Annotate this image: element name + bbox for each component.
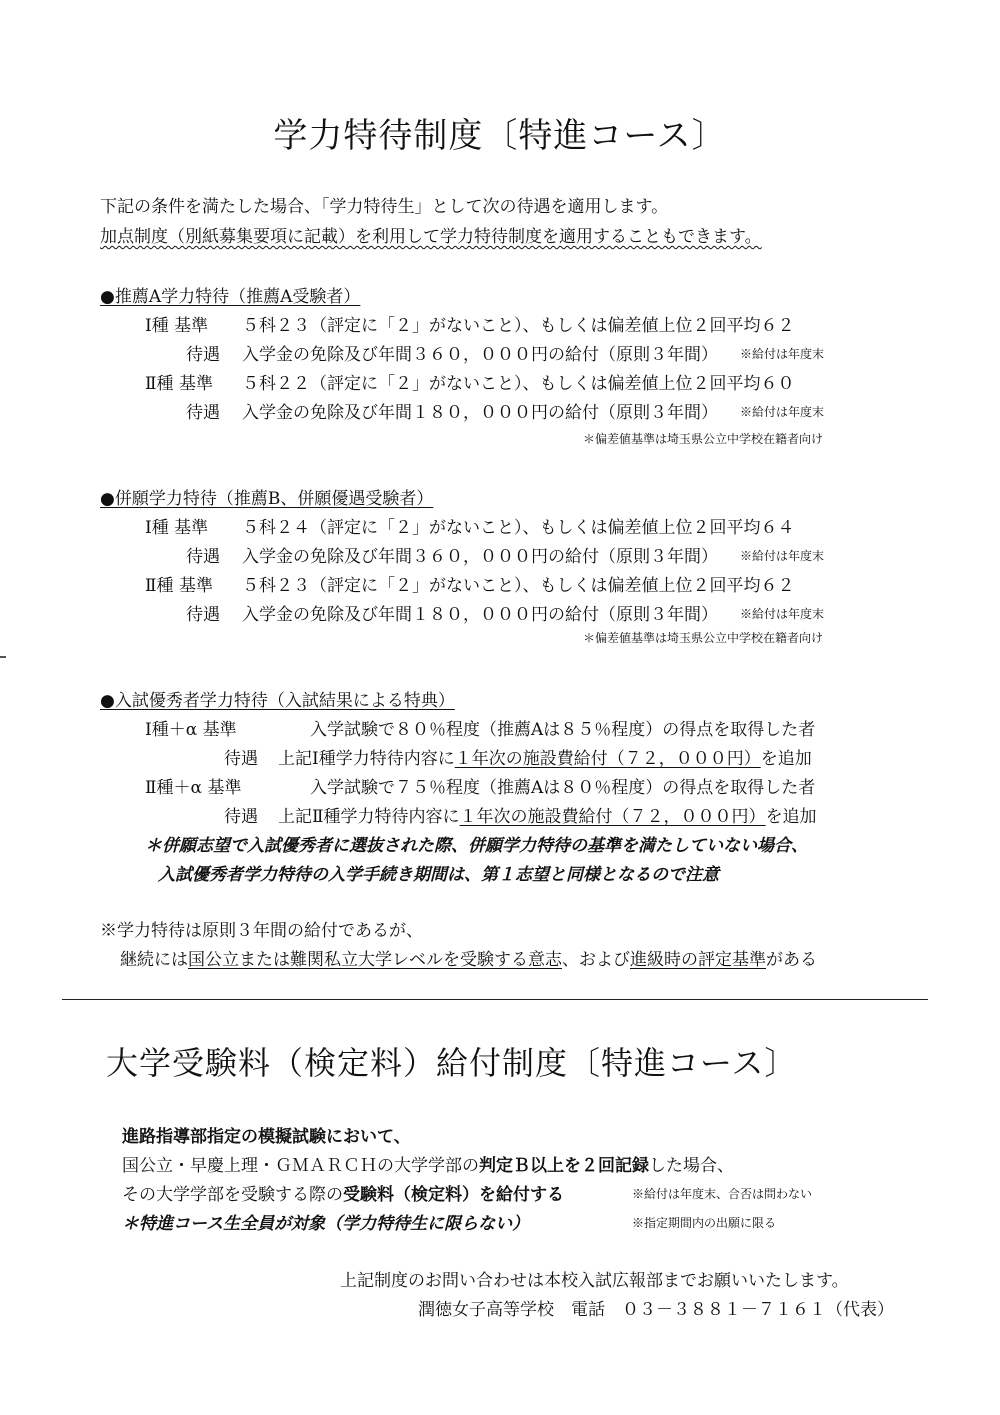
section-a-footnote: ＊偏差値基準は埼玉県公立中学校在籍者向け: [583, 432, 824, 446]
section-c-row2-text-pre: 上記Ⅰ種学力特待内容に: [278, 749, 455, 769]
section-c-row4-text-underlined: １年次の施設費給付（７２，０００円）: [459, 807, 766, 827]
section-b-row4-label: 待遇: [186, 605, 220, 625]
exam-line-2: [122, 1151, 734, 1176]
exam-note-2: ※指定期間内の出願に限る: [632, 1216, 777, 1230]
section-c-row2-label: 待遇: [224, 749, 258, 769]
section-c-row2-text-post: を追加: [760, 749, 812, 769]
remark-line-2-underlined-2: 進級時の評定基準: [630, 950, 766, 970]
section-a-row4-label: 待遇: [186, 403, 220, 423]
section-b-row2-label: 待遇: [186, 547, 220, 567]
exam-line-1: 進路指導部指定の模擬試験において、: [122, 1127, 411, 1147]
section-divider: [62, 999, 928, 1000]
section-b-row3-label: Ⅱ種 基準: [145, 576, 213, 596]
section-b-row1-label: Ⅰ種 基準: [145, 518, 209, 538]
section-b-row2-text: 入学金の免除及び年間３６０，０００円の給付（原則３年間）: [242, 547, 718, 567]
section-c-row4-text-pre: 上記Ⅱ種学力特待内容に: [278, 807, 460, 827]
exam-note-1: ※給付は年度末、合否は問わない: [632, 1187, 813, 1201]
section-a-row4-note: ※給付は年度末: [740, 405, 825, 419]
remark-line-2-a: 継続には: [120, 950, 188, 970]
section-a-row1-text: ５科２３（評定に「２」がないこと）、もしくは偏差値上位２回平均６２: [242, 316, 795, 336]
remark-line-2: [120, 945, 817, 970]
section-a-row2-text: 入学金の免除及び年間３６０，０００円の給付（原則３年間）: [242, 345, 718, 365]
exam-line-2-c: した場合、: [649, 1156, 734, 1176]
section-c-row2-text-underlined: １年次の施設費給付（７２，０００円）: [454, 749, 761, 769]
scan-mark: [0, 656, 6, 658]
section-c-warning-2: 入試優秀者学力特待の入学手続き期間は、第１志望と同様となるので注意: [158, 865, 719, 885]
section-c-warning-1: ＊併願志望で入試優秀者に選抜された際、併願学力特待の基準を満たしていない場合、: [145, 836, 808, 856]
exam-line-3-a: その大学学部を受験する際の: [122, 1185, 343, 1205]
section-b-row4-note: ※給付は年度末: [740, 607, 825, 621]
section-a-row2-label: 待遇: [186, 345, 220, 365]
intro-line-2: 加点制度（別紙募集要項に記載）を利用して学力特待制度を適用することもできます。: [100, 227, 762, 247]
section-c-row1-label: Ⅰ種＋α 基準: [145, 720, 237, 740]
section-b-heading: ●併願学力特待（推薦B、併願優遇受験者）: [100, 489, 434, 509]
section-b-row1-text: ５科２４（評定に「２」がないこと）、もしくは偏差値上位２回平均６４: [242, 518, 795, 538]
page-title: 学力特待制度〔特進コース〕: [273, 116, 727, 156]
exam-line-3: [122, 1180, 564, 1205]
section-b-footnote: ＊偏差値基準は埼玉県公立中学校在籍者向け: [583, 631, 824, 645]
section-c-heading: ●入試優秀者学力特待（入試結果による特典）: [100, 691, 455, 711]
section-b-row2-note: ※給付は年度末: [740, 549, 825, 563]
section-c-row4-label: 待遇: [224, 807, 258, 827]
intro-line-1: 下記の条件を満たした場合、「学力特待生」として次の待遇を適用します。: [100, 197, 669, 217]
exam-line-3-bold: 受験料（検定料）を給付する: [343, 1185, 564, 1205]
exam-line-2-bold: 判定Ｂ以上を２回記録: [479, 1156, 649, 1176]
exam-line-2-a: 国公立・早慶上理・ＧＭＡＲＣＨの大学学部の: [122, 1156, 479, 1176]
section-c-row4-text-post: を追加: [765, 807, 817, 827]
section-a-row2-note: ※給付は年度末: [740, 347, 825, 361]
section-b-row3-text: ５科２３（評定に「２」がないこと）、もしくは偏差値上位２回平均６２: [242, 576, 795, 596]
exam-line-4: ＊特進コース生全員が対象（学力特待生に限らない）: [122, 1214, 530, 1234]
section-b-row4-text: 入学金の免除及び年間１８０，０００円の給付（原則３年間）: [242, 605, 718, 625]
section-a-row3-text: ５科２２（評定に「２」がないこと）、もしくは偏差値上位２回平均６０: [242, 374, 795, 394]
section-c-row3-label: Ⅱ種＋α 基準: [145, 778, 242, 798]
section-a-row3-label: Ⅱ種 基準: [145, 374, 213, 394]
remark-line-2-b: 、および: [562, 950, 630, 970]
remark-line-2-underlined-1: 国公立または難関私立大学レベルを受験する意志: [188, 950, 562, 970]
section-a-row1-label: Ⅰ種 基準: [145, 316, 209, 336]
section-a-row4-text: 入学金の免除及び年間１８０，０００円の給付（原則３年間）: [242, 403, 718, 423]
contact-line-2: 潤徳女子高等学校 電話 ０３－３８８１－７１６１（代表）: [418, 1300, 894, 1320]
section-c-row2-text: [278, 744, 812, 769]
section-c-row3-text: 入学試験で７５％程度（推薦Aは８０％程度）の得点を取得した者: [310, 778, 816, 798]
section-a-heading: ●推薦A学力特待（推薦A受験者）: [100, 287, 361, 307]
contact-line-1: 上記制度のお問い合わせは本校入試広報部までお願いいたします。: [340, 1271, 849, 1291]
remark-line-1: ※学力特待は原則３年間の給付であるが、: [100, 921, 423, 941]
remark-line-2-c: がある: [766, 950, 817, 970]
exam-fee-title: 大学受験料（検定料）給付制度〔特進コース〕: [106, 1044, 798, 1082]
section-c-row4-text: [278, 802, 817, 827]
section-c-row1-text: 入学試験で８０％程度（推薦Aは８５％程度）の得点を取得した者: [310, 720, 816, 740]
